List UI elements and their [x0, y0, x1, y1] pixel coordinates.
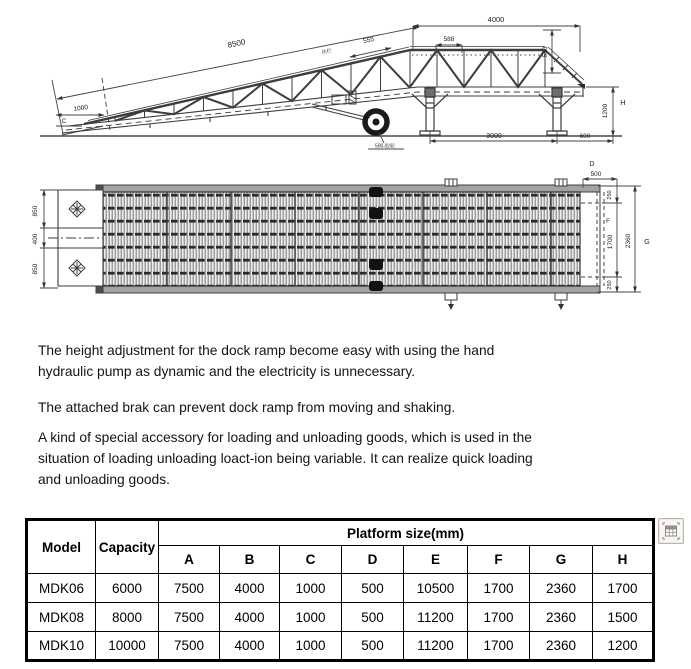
dim-label-500: 500 [590, 171, 602, 178]
spec-cell: 4000 [220, 603, 280, 632]
spec-cell: 6000 [96, 574, 159, 603]
spec-cell: 10500 [404, 574, 468, 603]
col-header-a: A [159, 546, 220, 574]
spec-cell: 1700 [468, 603, 530, 632]
spec-cell: 1200 [593, 632, 654, 661]
table-row-mdk10 [27, 632, 654, 661]
lip-plate [48, 190, 103, 286]
paragraph-1 [38, 340, 678, 382]
spec-table [25, 518, 655, 662]
side-view-labels [62, 15, 626, 150]
spec-cell: 1700 [468, 632, 530, 661]
dim-label-2360: 2360 [625, 233, 632, 249]
dim-label-400: 400 [32, 233, 39, 245]
col-header-e: E [404, 546, 468, 574]
top-view-drawing [0, 158, 691, 320]
spec-cell: 1000 [280, 574, 342, 603]
spec-cell: 500 [342, 603, 404, 632]
spec-cell: 500 [342, 574, 404, 603]
dim-label-1000: 1000 [73, 104, 89, 113]
col-header-b: B [220, 546, 280, 574]
dim-label-250-top: 250 [607, 190, 613, 200]
table-row-mdk08 [27, 603, 654, 632]
table-row-mdk06 [27, 574, 654, 603]
hidden-edges [581, 192, 604, 286]
paragraph-2 [38, 397, 678, 418]
slope-truss [84, 47, 410, 124]
spec-cell: 7500 [159, 603, 220, 632]
capacity-header: Capacity [96, 520, 159, 574]
paragraph-line: hydraulic pump as dynamic and the electricity is unnecessary. [38, 364, 416, 379]
spec-cell: 10000 [96, 632, 159, 661]
dim-label-g: G [644, 239, 650, 246]
mini-table-glyph [661, 521, 681, 541]
spec-cell: 1500 [593, 603, 654, 632]
dim-label-d: D [589, 161, 595, 168]
spec-cell: 4000 [220, 632, 280, 661]
spec-cell: MDK08 [27, 603, 96, 632]
rail-note-label: 扶栏 [321, 48, 333, 56]
grating-deck [103, 192, 580, 286]
paragraph-line: The attached brak can prevent dock ramp from moving and shaking. [38, 400, 456, 415]
paragraph-3 [38, 427, 678, 490]
table-select-icon[interactable] [658, 518, 684, 544]
spec-cell: 500 [342, 632, 404, 661]
wheel-note-label: 500-胶轮 [374, 143, 396, 150]
dim-label-f: F [606, 219, 610, 225]
col-header-c: C [280, 546, 342, 574]
spec-cell: MDK06 [27, 574, 96, 603]
dim-label-1700: 1700 [607, 234, 614, 250]
paragraph-line: and unloading goods. [38, 472, 170, 487]
model-header: Model [27, 520, 96, 574]
dim-label-3000: 3000 [486, 133, 502, 140]
spec-cell: 2360 [530, 574, 593, 603]
platform-size-header: Platform size(mm) [159, 520, 654, 546]
col-header-d: D [342, 546, 404, 574]
dim-label-550: 550 [542, 46, 549, 58]
col-header-h: H [593, 546, 654, 574]
dim-label-850-bottom: 850 [32, 263, 39, 275]
side-view-drawing [0, 0, 691, 158]
dim-label-600: 600 [579, 133, 591, 140]
dim-label-c: C [61, 118, 67, 125]
dim-label-h: H [620, 98, 626, 107]
dim-label-1200: 1200 [602, 103, 609, 119]
paragraph-line: The height adjustment for the dock ramp become easy with using the hand [38, 343, 495, 358]
support-legs [412, 88, 575, 135]
spec-cell: 4000 [220, 574, 280, 603]
spec-cell: 2360 [530, 603, 593, 632]
spec-cell: 8000 [96, 603, 159, 632]
spec-cell: 1700 [468, 574, 530, 603]
col-header-g: G [530, 546, 593, 574]
spec-cell: 11200 [404, 603, 468, 632]
dim-label-555: 555 [362, 36, 375, 46]
spec-cell: 11200 [404, 632, 468, 661]
paragraph-line: situation of loading unloading loact-ion being variable. It can realize quick loading [38, 451, 533, 466]
spec-cell: 7500 [159, 574, 220, 603]
spec-cell: 1000 [280, 603, 342, 632]
spec-cell: 7500 [159, 632, 220, 661]
col-header-f: F [468, 546, 530, 574]
spec-cell: MDK10 [27, 632, 96, 661]
spec-cell: 2360 [530, 632, 593, 661]
spec-cell: 1700 [593, 574, 654, 603]
spec-cell: 1000 [280, 632, 342, 661]
dim-label-4000: 4000 [487, 15, 505, 24]
description-text [38, 340, 678, 505]
dim-label-850-top: 850 [32, 205, 39, 217]
dim-label-250-bottom: 250 [607, 280, 613, 290]
dim-label-588: 588 [443, 36, 455, 43]
paragraph-line: A kind of special accessory for loading and unloading goods, which is used in the [38, 430, 532, 445]
dim-label-8500: 8500 [226, 37, 247, 50]
